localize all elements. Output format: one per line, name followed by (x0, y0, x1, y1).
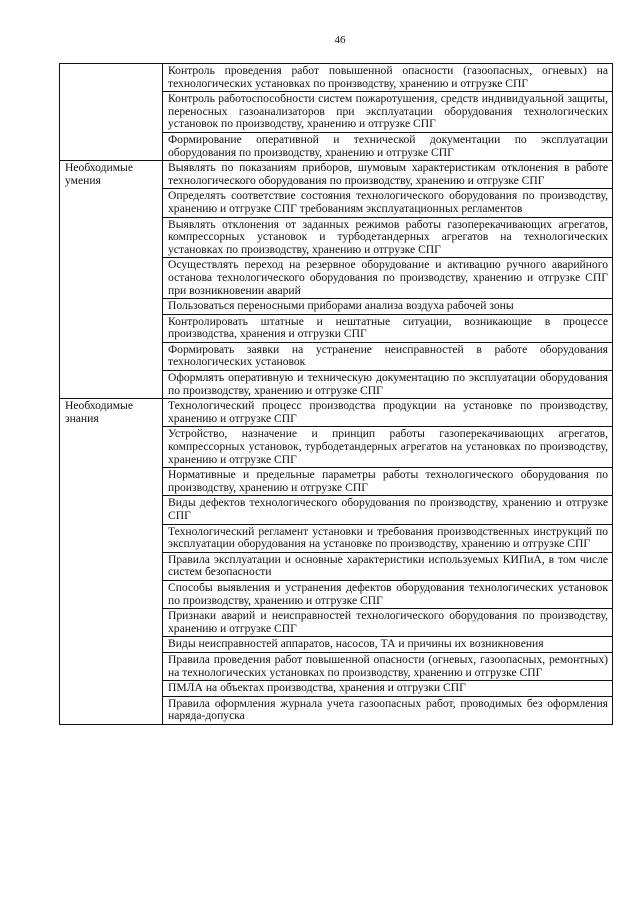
requirement-text: Контроль проведения работ повышенной опасности (газоопасных, огневых) на технологических установках по производству, хранению и отгрузке СПГ (163, 64, 613, 92)
requirement-text: Формировать заявки на устранение неисправностей в работе оборудования технологических установок (163, 342, 613, 370)
requirement-text: Контролировать штатные и нештатные ситуации, возникающие в процессе производства, хранения и отгрузки СПГ (163, 314, 613, 342)
table-body (60, 64, 613, 725)
table-row (60, 161, 613, 189)
table-row (60, 64, 613, 92)
requirement-text: Формирование оперативной и технической документации по эксплуатации оборудования по производству, хранению и отгрузке СПГ (163, 132, 613, 160)
requirement-text: Нормативные и предельные параметры работы технологического оборудования по производству, хранению и отгрузке СПГ (163, 468, 613, 496)
requirement-text: Определять соответствие состояния технологического оборудования по производству, хранению и отгрузке СПГ требованиям эксплуатационных регламентов (163, 189, 613, 217)
requirement-text: Технологический регламент установки и требования производственных инструкций по эксплуатации оборудования на установке по производству, хранению и отгрузке СПГ (163, 524, 613, 552)
requirement-text: Оформлять оперативную и техническую документацию по эксплуатации оборудования по производству, хранению и отгрузке СПГ (163, 371, 613, 399)
requirement-text: Способы выявления и устранения дефектов оборудования технологических установок по производству, хранению и отгрузке СПГ (163, 580, 613, 608)
page-number: 46 (334, 34, 346, 46)
requirement-text: Выявлять отклонения от заданных режимов работы газоперекачивающих агрегатов, компрессорных установок и турбодетандерных агрегатов на технологических установках по производству, хранению и отгрузке СПГ (163, 217, 613, 258)
requirement-text: Признаки аварий и неисправностей технологического оборудования по производству, хранению и отгрузке СПГ (163, 609, 613, 637)
section-label (60, 64, 163, 161)
requirement-text: Технологический процесс производства продукции на установке по производству, хранению и отгрузке СПГ (163, 399, 613, 427)
section-label: Необходимые знания (60, 399, 163, 725)
table-row (60, 399, 613, 427)
requirement-text: Виды неисправностей аппаратов, насосов, ТА и причины их возникновения (163, 637, 613, 653)
requirement-text: Осуществлять переход на резервное оборудование и активацию ручного аварийного останова технологического оборудования по производству, хранению и отгрузке СПГ при возникновении аварий (163, 258, 613, 299)
requirement-text: Устройство, назначение и принцип работы газоперекачивающих агрегатов, компрессорных установок, турбодетандерных агрегатов на установках по производству, хранению и отгрузке СПГ (163, 427, 613, 468)
requirement-text: Выявлять по показаниям приборов, шумовым характеристикам отклонения в работе технологического оборудования по производству, хранению и отгрузке СПГ (163, 161, 613, 189)
requirement-text: Правила оформления журнала учета газоопасных работ, проводимых без оформления наряда-допуска (163, 696, 613, 724)
requirement-text: Виды дефектов технологического оборудования по производству, хранению и отгрузке СПГ (163, 496, 613, 524)
requirement-text: Пользоваться переносными приборами анализа воздуха рабочей зоны (163, 299, 613, 315)
requirement-text: Правила проведения работ повышенной опасности (огневых, газоопасных, ремонтных) на технологических установках по производству, хранению и отгрузке СПГ (163, 652, 613, 680)
requirement-text: Правила эксплуатации и основные характеристики используемых КИПиА, в том числе систем безопасности (163, 552, 613, 580)
section-label: Необходимые умения (60, 161, 163, 399)
requirements-table (59, 63, 613, 725)
requirement-text: ПМЛА на объектах производства, хранения и отгрузки СПГ (163, 681, 613, 697)
requirement-text: Контроль работоспособности систем пожаротушения, средств индивидуальной защиты, переносных газоанализаторов при эксплуатации оборудования технологических установок по производству, хранению и отгрузке СПГ (163, 92, 613, 133)
